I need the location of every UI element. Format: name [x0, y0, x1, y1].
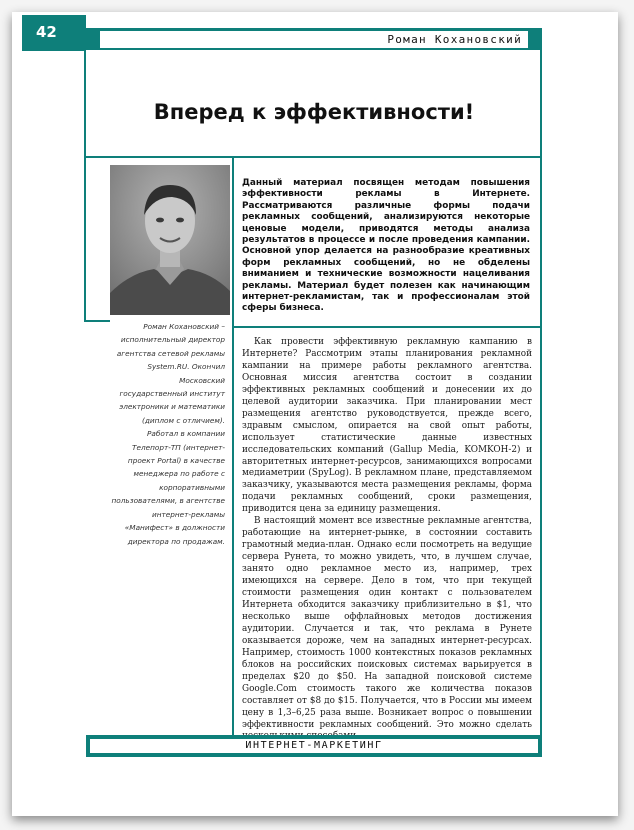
author-photo: [110, 165, 230, 315]
body-paragraph: Как провести эффективную рекламную кампанию в Интернете? Рассмотрим этапы планирования рекламной кампании на примере работы рекламного агентства. Основная миссия агентства состоит в создании эффективных рекламных сообщений и донесении их до целевой аудитории заказчика. При планировании мест размещения агентство руководствуется, прежде всего, здравым смыслом, опирается на свой опыт работы, использует статистические данные известных исследовательских компаний (Gallup Media, KOMKOH-2) и авторитетных интернет-ресурсов, занимающихся вопросами медиаметрии (SpyLog). В рекламном плане, представляемом заказчику, указываются места размещения рекламы, форма подачи рекламных сообщений, сроки размещения, приводится цена за единицу размещения.: [242, 337, 532, 515]
author-caption: Роман Кохановский – исполнительный директор агентства сетевой рекламы System.RU. Окончил Московский государственный институт электроники и математики (диплом с отличием). Работал в компании Телепорт-ТП (интернет-проект Portal) в качестве менеджера по работе с корпоративными пользователями, в агентстве интернет-рекламы «Манифест» в должности директора по продажам.: [111, 322, 225, 546]
frame-line: [84, 156, 86, 321]
frame-line: [84, 320, 110, 322]
article-lead: Данный материал посвящен методам повышения эффективности рекламы в Интернете. Рассматриваются различные формы подачи рекламных сообщений, анализируются некоторые ценовые модели, приводятся методы анализа результатов в процессе и после проведения кампании. Основной упор делается на разнообразие креативных форм рекламных сообщений, но не обделены вниманием и технические возможности нацеливания рекламы. Материал будет полезен как начинающим интернет-рекламистам, так и профессионалам этой сферы бизнеса.: [242, 178, 530, 314]
frame-line: [540, 50, 542, 735]
frame-line: [232, 326, 542, 328]
body-paragraph: В настоящий момент все известные рекламные агентства, работающие на интернет-рынке, в состоянии составить грамотный медиа-план. Однако если посмотреть на ведущие сервера Рунета, то можно увидеть, что, в лучшем случае, занято одно рекламное место из, например, трех имеющихся на сервере. Дело в том, что при текущей стоимости размещения один контакт с пользователем Интернета обходится заказчику приблизительно в $1, что несколько выше оффлайновых методов достижения аудитории. Случается и так, что реклама в Рунете оказывается дороже, чем на западных интернет-ресурсах. Например, стоимость 1000 контекстных показов рекламных блоков на российских поисковых системах варьируется в пределах $20 до $50. На западной поисковой системе Google.Com стоимость такого же количества показов составляет от $8 до $15. Получается, что в России мы имеем цену в 1,3–6,25 раза выше. Возникает вопрос о повышении эффективности рекламных сообщений. Это можно сделать: [242, 516, 532, 730]
frame-line: [232, 156, 234, 735]
frame-line: [84, 156, 542, 158]
footer-section-label: ИНТЕРНЕТ-МАРКЕТИНГ: [90, 739, 538, 753]
page-number: 42: [36, 23, 57, 41]
header-author-box: [100, 31, 528, 48]
article-title: Вперед к эффективности!: [153, 100, 475, 125]
header-author: Роман Кохановский: [387, 33, 522, 46]
article-body: [242, 337, 532, 743]
